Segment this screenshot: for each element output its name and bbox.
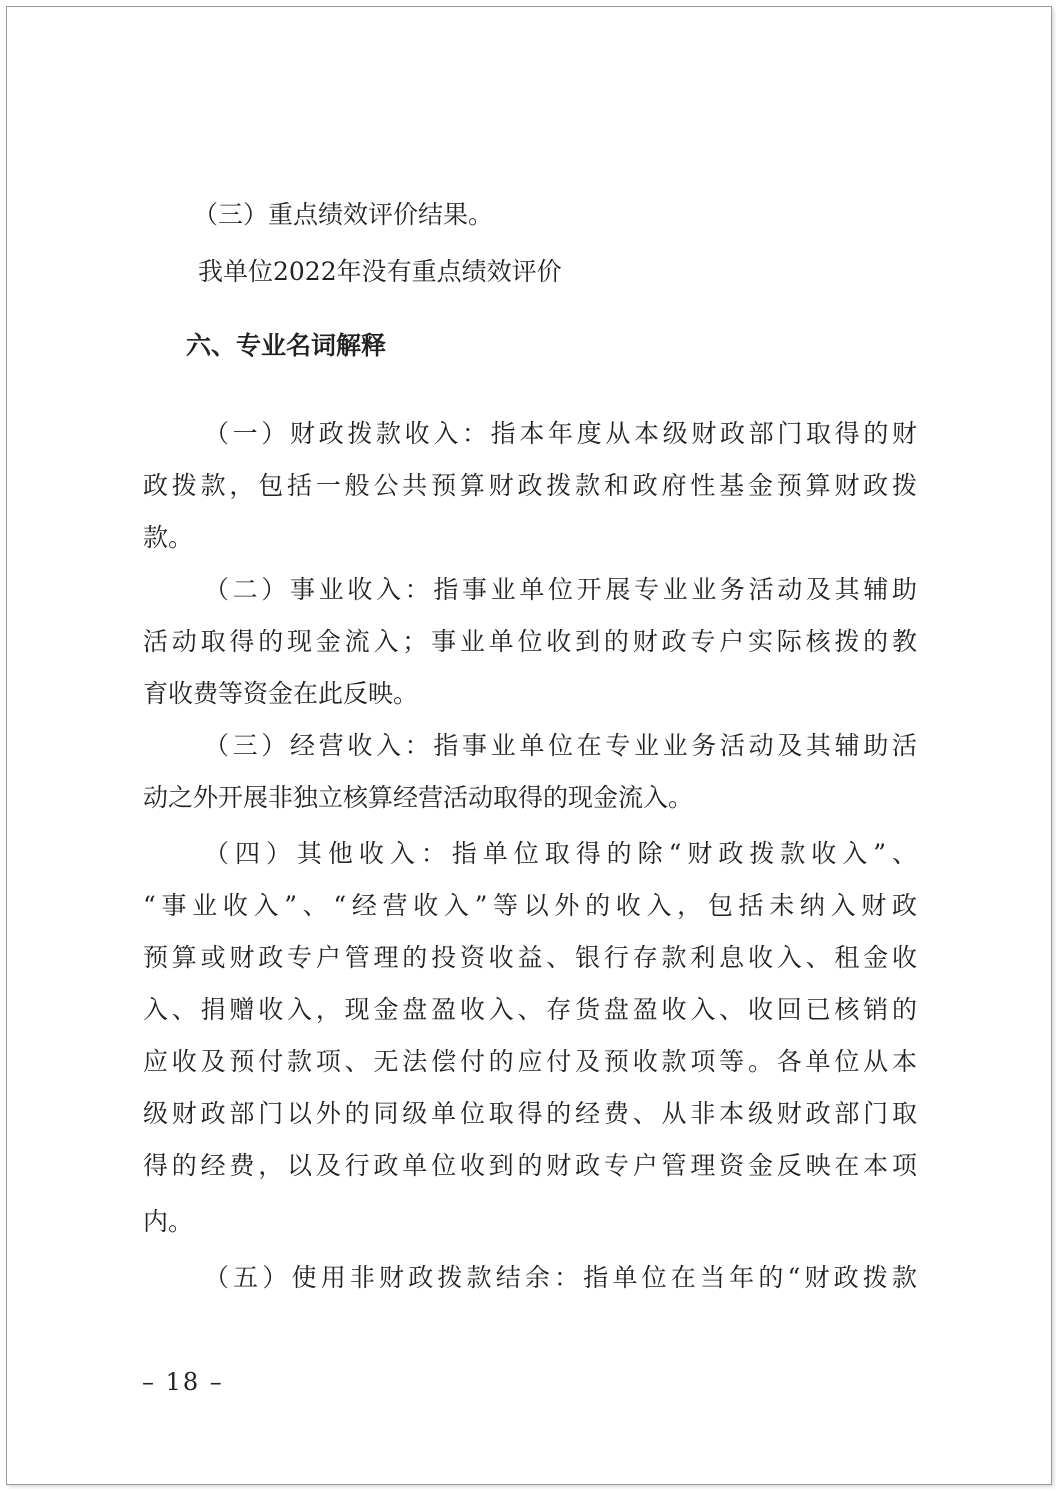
text-line: 得的经费，以及行政单位收到的财政专户管理资金反映在本项: [143, 1151, 917, 1180]
text-line: 预算或财政专户管理的投资收益、银行存款利息收入、租金收: [143, 943, 917, 972]
text-line: （四）其他收入：指单位取得的除“财政拨款收入”、: [204, 839, 917, 868]
text-line: 内。: [143, 1207, 194, 1236]
performance-results-statement: 我单位2022年没有重点绩效评价: [198, 257, 562, 286]
text-line: （三）经营收入：指事业单位在专业业务活动及其辅助活: [204, 731, 917, 760]
text-line: 款。: [143, 523, 194, 552]
text-line: 政拨款，包括一般公共预算财政拨款和政府性基金预算财政拨: [143, 471, 917, 500]
text-line: （五）使用非财政拨款结余：指单位在当年的“财政拨款: [204, 1263, 917, 1292]
text-line: （二）事业收入：指事业单位开展专业业务活动及其辅助: [204, 575, 917, 604]
text-line: “事业收入”、“经营收入”等以外的收入，包括未纳入财政: [143, 891, 917, 920]
text-line: 级财政部门以外的同级单位取得的经费、从非本级财政部门取: [143, 1099, 917, 1128]
text-line: 育收费等资金在此反映。: [143, 679, 419, 708]
section-heading-key-performance-results: （三）重点绩效评价结果。: [193, 200, 494, 229]
text-line: 活动取得的现金流入；事业单位收到的财政专户实际核拨的教: [143, 627, 917, 656]
page-number: – 18 –: [142, 1368, 224, 1396]
text-line: 应收及预付款项、无法偿付的应付及预收款项等。各单位从本: [143, 1047, 917, 1076]
text-line: 动之外开展非独立核算经营活动取得的现金流入。: [143, 783, 694, 812]
text-line: 入、捐赠收入，现金盘盈收入、存货盘盈收入、收回已核销的: [143, 995, 917, 1024]
section-heading-terminology: 六、专业名词解释: [186, 331, 387, 360]
text-line: （一）财政拨款收入：指本年度从本级财政部门取得的财: [204, 419, 917, 448]
